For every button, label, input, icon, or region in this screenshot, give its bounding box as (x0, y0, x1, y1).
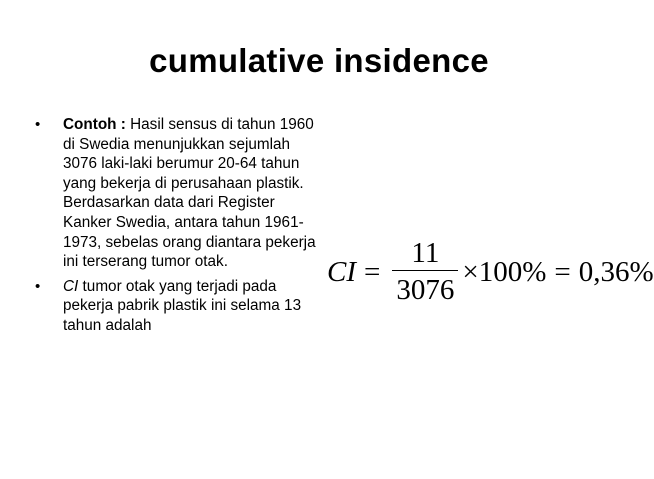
formula-fraction (392, 236, 458, 309)
formula-denominator: 3076 (396, 274, 455, 306)
bullet-list (35, 115, 320, 341)
slide-title: cumulative insidence (149, 42, 489, 79)
formula-result: 0,36% (578, 256, 654, 288)
bullet-item-example (35, 115, 320, 272)
bullet-marker: • (35, 277, 41, 295)
example-label: Contoh : (63, 116, 126, 133)
bullet-item-ci (35, 277, 320, 336)
example-text: Hasil sensus di tahun 1960 di Swedia menunjukkan sejumlah 3076 laki-laki berumur 20-64 tahun yang bekerja di perusahaan plastik. Berdasarkan data dari Register Kanker Swedia, antara tahun 1961-1973, sebelas orang diantara pekerja ini terserang tumor otak. (63, 116, 316, 271)
ci-label: CI (63, 277, 79, 295)
formula-equals-result: = (554, 256, 571, 288)
formula-numerator: 11 (411, 237, 440, 269)
formula-times: ×100% (462, 256, 547, 288)
formula-equals: = (364, 256, 381, 288)
ci-text: tumor otak yang terjadi pada pekerja pabrik plastik ini selama 13 tahun adalah (63, 277, 302, 334)
ci-formula (327, 236, 654, 309)
bullet-marker: • (35, 116, 41, 133)
formula-lhs: CI (327, 256, 356, 288)
